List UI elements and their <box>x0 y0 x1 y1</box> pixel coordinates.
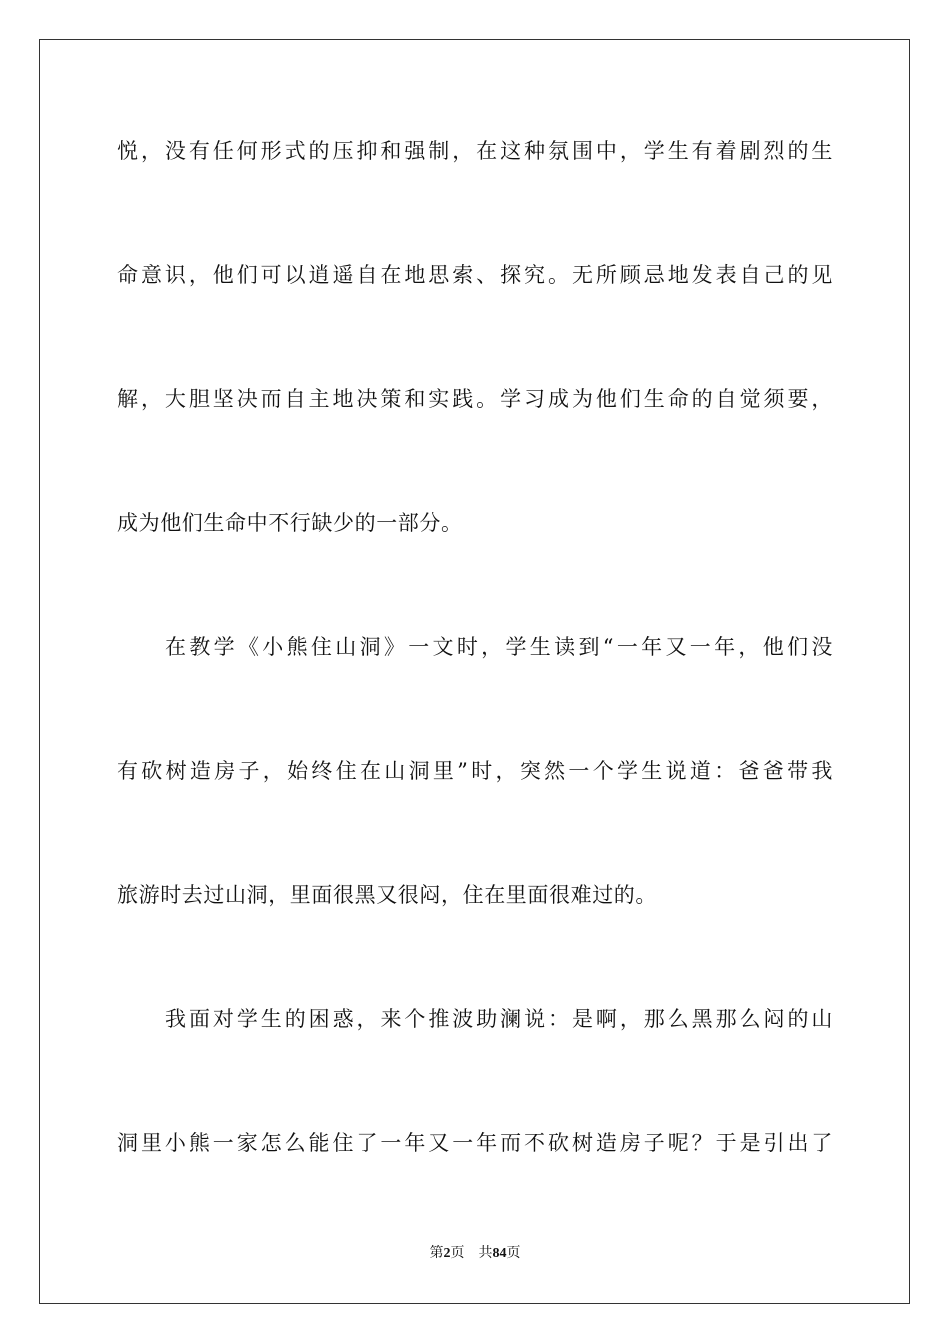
total-pages: 84 <box>492 1246 507 1261</box>
page-suffix: 页 <box>450 1246 465 1261</box>
paragraph-first-line: 在教学《小熊住山洞》一文时，学生读到“一年又一年，他们没 <box>165 635 833 659</box>
text-line: 命意识，他们可以逍遥自在地思索、探究。无所顾忌地发表自己的见 <box>117 263 833 287</box>
footer-prefix: 第 <box>429 1246 444 1261</box>
paragraph-first-line: 我面对学生的困惑，来个推波助澜说：是啊，那么黑那么闷的山 <box>165 1007 833 1031</box>
text-line: 有砍树造房子，始终住在山洞里”时，突然一个学生说道：爸爸带我 <box>117 759 833 783</box>
total-suffix: 页 <box>506 1246 521 1261</box>
text-line: 旅游时去过山洞，里面很黑又很闷，住在里面很难过的。 <box>117 883 657 907</box>
text-line: 悦，没有任何形式的压抑和强制，在这种氛围中，学生有着剧烈的生 <box>117 139 833 163</box>
total-prefix: 共 <box>478 1246 493 1261</box>
text-line: 解，大胆坚决而自主地决策和实践。学习成为他们生命的自觉须要， <box>117 387 833 411</box>
page-number: 2 <box>443 1246 451 1261</box>
page-footer <box>0 1244 950 1264</box>
text-line: 成为他们生命中不行缺少的一部分。 <box>117 511 463 535</box>
text-line: 洞里小熊一家怎么能住了一年又一年而不砍树造房子呢？于是引出了 <box>117 1131 833 1155</box>
page-border <box>39 39 910 1304</box>
